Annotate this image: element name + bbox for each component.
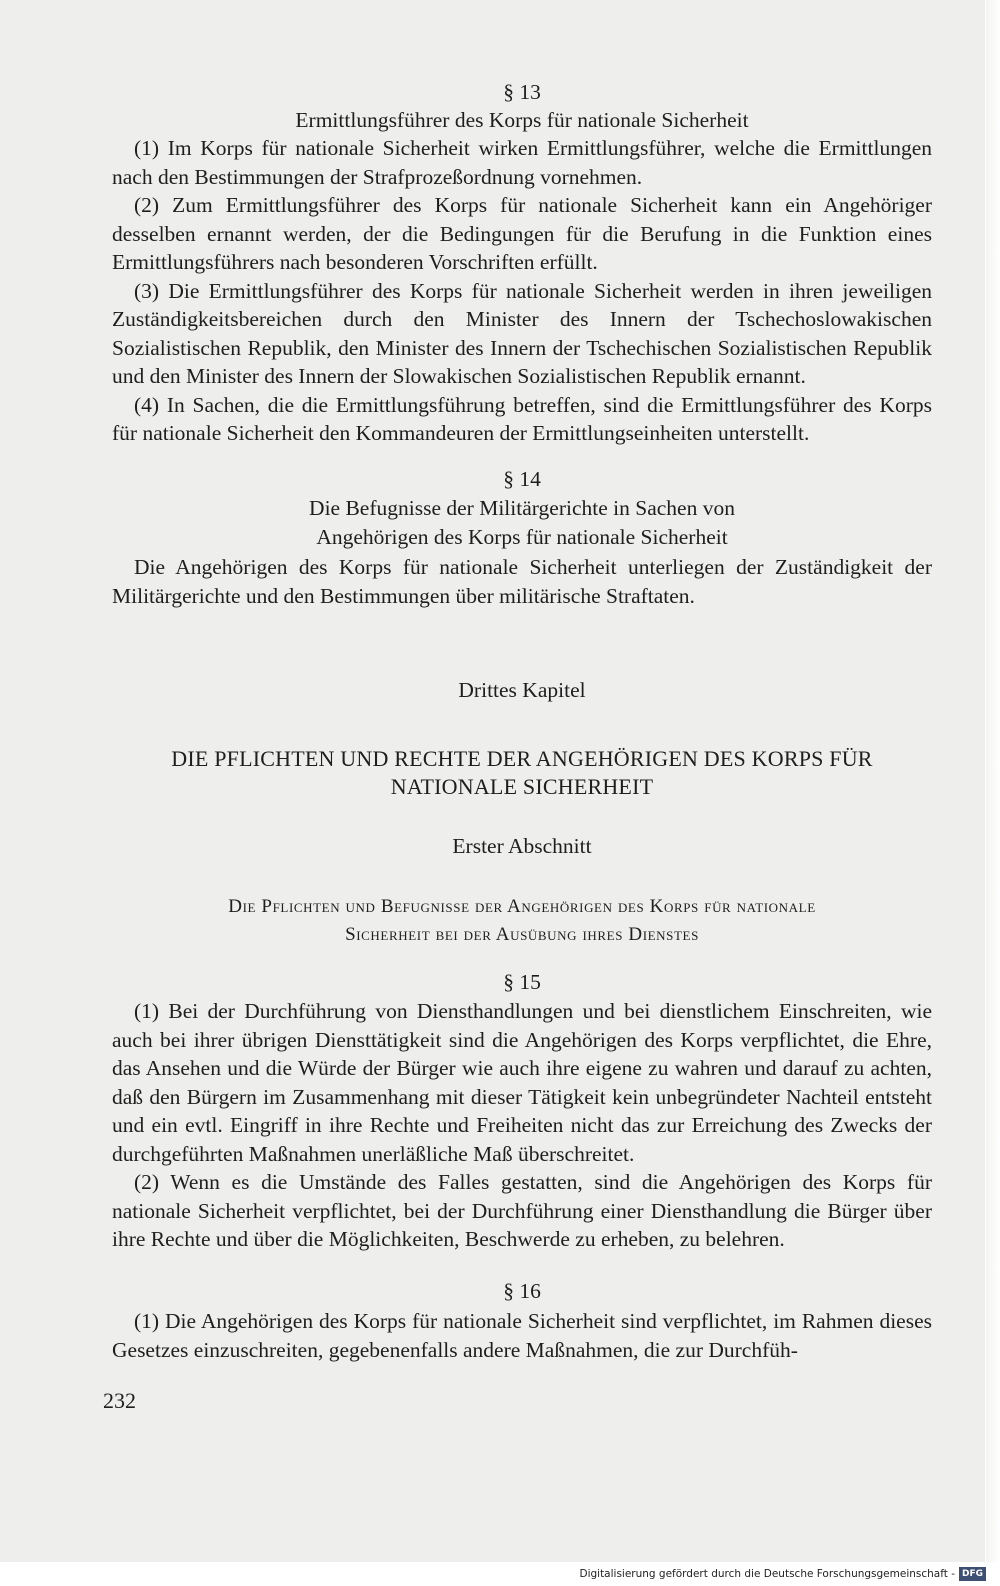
section-13-body <box>112 134 932 448</box>
section-16-number: § 16 <box>503 1279 541 1303</box>
digitization-credit: Digitalisierung gefördert durch die Deutsche Forschungsgemeinschaft - <box>579 1568 955 1580</box>
section-13-paragraph-2: (2) Zum Ermittlungsführer des Korps für nationale Sicherheit kann ein Angehöriger desselben ernannt werden, der die Bedingungen für die Berufung in die Funktion eines Ermittlungsführers nach besonderen Vorschriften erfüllt. <box>112 193 932 274</box>
section-14-title-line-1: Die Befugnisse der Militärgerichte in Sachen von <box>309 496 735 520</box>
chapter-label: Drittes Kapitel <box>458 678 586 702</box>
section-15-number: § 15 <box>503 970 541 994</box>
section-16-body <box>112 1307 932 1364</box>
dfg-logo-icon: DFG <box>959 1567 986 1581</box>
section-13-paragraph-3: (3) Die Ermittlungsführer des Korps für nationale Sicherheit werden in ihren jeweiligen Zuständigkeitsbereichen durch den Minister des Innern der Tschechoslowakischen Sozialistischen Republik, den Minister des Innern der Tschechischen Sozialistischen Republik und den Minister des Innern der Slowakischen Sozialistischen Republik ernannt. <box>112 278 932 388</box>
section-15-paragraph-2: (2) Wenn es die Umstände des Falles gestatten, sind die Angehörigen des Korps für nationale Sicherheit verpflichtet, bei der Durchführung einer Diensthandlung die Bürger über ihre Rechte und über die Möglichkeiten, Beschwerde zu erheben, zu belehren. <box>112 1170 932 1251</box>
page-edge-shadow <box>986 0 1000 1562</box>
page-number: 232 <box>103 1388 136 1413</box>
section-14-number: § 14 <box>503 467 541 491</box>
section-14-title-line-2: Angehörigen des Korps für nationale Sicherheit <box>316 525 728 549</box>
section-14-paragraph: Die Angehörigen des Korps für nationale Sicherheit unterliegen der Zuständigkeit der Militärgerichte und den Bestimmungen über militärische Straftaten. <box>112 555 932 608</box>
chapter-title-line-2: NATIONALE SICHERHEIT <box>390 774 654 799</box>
section-title-line-1: Die Pflichten und Befugnisse der Angehörigen des Korps für nationale <box>228 896 816 917</box>
section-label: Erster Abschnitt <box>452 834 592 858</box>
chapter-title-line-1: DIE PFLICHTEN UND RECHTE DER ANGEHÖRIGEN DES KORPS FÜR <box>171 746 873 771</box>
section-16-paragraph-1: (1) Die Angehörigen des Korps für nationale Sicherheit sind verpflichtet, im Rahmen dieses Gesetzes einzuschreiten, gegebenenfalls andere Maßnahmen, die zur Durchfüh- <box>112 1309 932 1362</box>
section-13-paragraph-4: (4) In Sachen, die die Ermittlungsführung betreffen, sind die Ermittlungsführer des Korps für nationale Sicherheit den Kommandeuren der Ermittlungseinheiten unterstellt. <box>112 392 932 445</box>
section-13-title: Ermittlungsführer des Korps für nationale Sicherheit <box>295 108 749 132</box>
section-title-line-2: Sicherheit bei der Ausübung ihres Dienstes <box>345 924 699 945</box>
section-15-paragraph-1: (1) Bei der Durchführung von Diensthandlungen und bei dienstlichem Einschreiten, wie auch bei ihrer übrigen Diensttätigkeit sind die Angehörigen des Korps verpflichtet, die Ehre, das Ansehen und die Würde der Bürger wie auch ihre eigene zu wahren und darauf zu achten, daß den Bürgern im Zusammenhang mit dieser Tätigkeit kein unbegründeter Nachteil entsteht und ein evtl. Eingriff in ihre Rechte und Freiheiten nicht das zur Erreichung des Zwecks der durchgeführten Maßnahmen unerläßliche Maß überschreitet. <box>112 999 932 1166</box>
section-13-paragraph-1: (1) Im Korps für nationale Sicherheit wirken Ermittlungsführer, welche die Ermittlungen nach den Bestimmungen der Strafprozeßordnung vornehmen. <box>112 136 932 189</box>
section-13-number: § 13 <box>503 80 541 104</box>
section-14-body <box>112 553 932 610</box>
section-15-body <box>112 997 932 1254</box>
